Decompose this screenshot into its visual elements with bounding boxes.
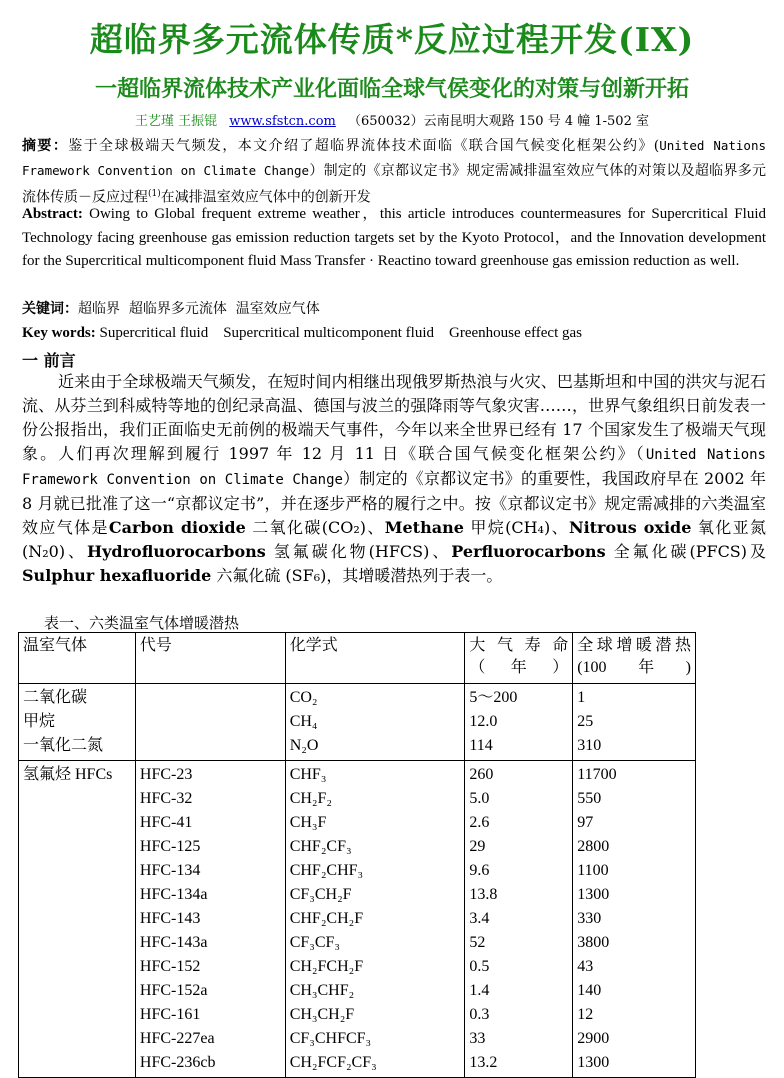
- table-cell-code: HFC-152: [139, 958, 201, 975]
- table-cell-code: HFC-152a: [139, 982, 208, 999]
- gwp-table: [18, 632, 696, 1078]
- table-cell-gwp: 43: [577, 958, 594, 975]
- table-cell-formula: CH₄: [289, 713, 318, 730]
- header-gwp: 全球增暖潜热(100年): [573, 633, 696, 684]
- abstract-cn-label: 摘要：: [22, 138, 69, 154]
- table-cell-formula: CH₃CH₂F: [289, 1006, 355, 1023]
- table-cell-lifetime: 260: [469, 766, 494, 783]
- table-cell-gwp: 25: [577, 713, 594, 730]
- keywords-cn-text: 超临界 超临界多元流体 温室效应气体: [78, 301, 320, 317]
- gas-ch4-en: Methane: [384, 518, 464, 537]
- gas-pfcs-en: Perfluorocarbons: [451, 542, 606, 561]
- table-cell-gwp: 1100: [577, 862, 609, 879]
- intro-paragraph: [22, 370, 766, 588]
- table-cell-formula: CHF₃: [289, 766, 327, 783]
- table-cell-lifetime: 2.6: [469, 814, 490, 831]
- table-cell-gwp: 310: [577, 737, 602, 754]
- table-cell-lifetime: 13.2: [469, 1054, 498, 1071]
- gas-pfcs-cn: 全氟化碳(PFCS)及: [613, 542, 766, 561]
- table-cell-lifetime: 29: [469, 838, 486, 855]
- table-cell-gwp: 330: [577, 910, 602, 927]
- table-cell-code: HFC-41: [139, 814, 193, 831]
- keywords-cn: [22, 298, 766, 322]
- intro-text: 近来由于全球极端天气频发，在短时间内相继出现俄罗斯热浪与火灾、巴基斯坦和中国的洪灾与泥石流、从芬兰到科威特等地的创纪录高温、德国与波兰的强降雨等气象灾害……，世界气象组织日前发表一份公报指出，我们正面临史无前例的极端天气事件，今年以来全世界已经有 17 个国家发生了极端天气现象。人们再次理解到履行 1997 年 12 月 11 日《联合国气候变化框架公约》（: [22, 372, 766, 463]
- table-caption: 表一、六类温室气体增暖潜热: [44, 614, 240, 632]
- table-cell-code: HFC-125: [139, 838, 201, 855]
- abstract-cn-text-2: ）制定的《京都议定书》规定需减排温室效应气体的对策以及超临界多元流体传质－反应过程: [22, 162, 766, 206]
- keywords-en-label: Key words:: [22, 325, 96, 341]
- table-cell-lifetime: 3.4: [469, 910, 490, 927]
- table-cell-formula: CF₃CF₃: [289, 934, 340, 951]
- table-cell-gwp: 1300: [577, 1054, 610, 1071]
- table-cell-lifetime: 1.4: [469, 982, 490, 999]
- table-cell-formula: CHF₂CHF₃: [289, 862, 364, 879]
- author-names: 王艺瑾 王振锟: [135, 114, 218, 129]
- table-cell-formula: CO₂: [289, 689, 318, 706]
- table-cell-gwp: 12: [577, 1006, 594, 1023]
- table-cell-formula: CHF₂CF₃: [289, 838, 352, 855]
- table-cell-lifetime: 33: [469, 1030, 486, 1047]
- table-cell-lifetime: 52: [469, 934, 486, 951]
- table-cell-gwp: 3800: [577, 934, 610, 951]
- table-cell-gwp: 140: [577, 982, 602, 999]
- header-lifetime: 大气寿命（年）: [465, 633, 573, 684]
- abstract-en-label: Abstract:: [22, 206, 83, 222]
- table-cell-lifetime: 12.0: [469, 713, 498, 730]
- table-cell-code: HFC-134a: [139, 886, 208, 903]
- header-code: 代号: [135, 633, 285, 684]
- gas-co2-en: Carbon dioxide: [108, 518, 246, 537]
- abstract-cn-text: 鉴于全球极端天气频发，本文介绍了超临界流体技术面临《联合国气候变化框架公约》(: [68, 138, 660, 154]
- table-group-main-gases: [19, 684, 696, 761]
- table-cell-gwp: 97: [577, 814, 594, 831]
- section-heading: 一 前言: [22, 351, 76, 370]
- table-cell-code: HFC-227ea: [139, 1030, 215, 1047]
- keywords-en: [22, 322, 766, 346]
- gas-hfcs-cn: 氢氟碳化物(HFCS)、: [273, 542, 452, 561]
- table-cell-formula: N₂O: [289, 737, 319, 754]
- table-cell-gas: 甲烷: [23, 713, 56, 730]
- paper-title: 超临界多元流体传质*反应过程开发(IX): [89, 20, 695, 59]
- table-cell-code: HFC-143a: [139, 934, 208, 951]
- table-cell-formula: CF₃CH₂F: [289, 886, 352, 903]
- table-cell-lifetime: 5～200: [469, 689, 518, 706]
- gas-n2o-en: Nitrous oxide: [568, 518, 692, 537]
- table-cell-formula: CH₃CHF₂: [289, 982, 355, 999]
- table-cell-gwp: 2800: [577, 838, 610, 855]
- table-cell-code: HFC-32: [139, 790, 193, 807]
- abstract-cn-en: United Nations Framework Convention on Climate Change: [22, 138, 767, 178]
- table-cell-gwp: 2900: [577, 1030, 610, 1047]
- paper-subtitle: 一超临界流体技术产业化面临全球气侯变化的对策与创新开拓: [94, 76, 689, 102]
- gas-n2o-cn: 氧化亚氮(N₂0)、: [22, 518, 767, 561]
- gas-sf6-en: Sulphur hexafluoride: [22, 566, 212, 585]
- table-group-hfcs: [19, 761, 696, 1078]
- abstract-cn-ref: (1): [148, 189, 161, 199]
- table-cell-gwp: 1: [577, 689, 586, 706]
- table-cell-gas: 二氧化碳: [23, 689, 88, 706]
- table-cell-code: HFC-134: [139, 862, 201, 879]
- abstract-en-text: Owing to Global frequent extreme weather，this article introduces countermeasures for Supercritical Fluid Technology facing greenhouse gas emission reduction targets set by the Kyoto Protocol，and the Innovation development for the Supercritical multicomponent fluid Mass Transfer · Reactino toward greenhouse gas emission reduction as well.: [22, 206, 766, 269]
- gas-hfcs-en: Hydrofluorocarbons: [87, 542, 266, 561]
- table-cell-lifetime: 9.6: [469, 862, 490, 879]
- table-cell-gwp: 550: [577, 790, 602, 807]
- table-header-row: [19, 633, 696, 684]
- table-cell-code: HFC-161: [139, 1006, 201, 1023]
- gas-ch4-cn: 甲烷(CH₄)、: [470, 518, 569, 537]
- gas-sf6-cn: 六氟化硫 (SF₆)，其增暖潜热列于表一。: [216, 566, 503, 585]
- abstract-cn-text-3: 在减排温室效应气体中的创新开发: [160, 189, 371, 206]
- table-cell-gas: 一氧化二氮: [23, 737, 104, 754]
- keywords-cn-label: 关键词：: [22, 301, 78, 317]
- intro-en-text: United Nations Framework Convention on Climate Change: [22, 447, 766, 488]
- table-cell-code: HFC-143: [139, 910, 201, 927]
- intro-text-2: ）制定的《京都议定书》的重要性，我国政府早在 2002 年 8 月就已批准了这一“京都议定书”，并在逐步严格的履行之中。按《京都议定书》规定需减排的六类温室效应气体是: [22, 469, 766, 537]
- author-line: [0, 110, 784, 129]
- table-cell-lifetime: 0.5: [469, 958, 490, 975]
- table-cell-lifetime: 114: [469, 737, 493, 754]
- abstract-en: [22, 203, 766, 274]
- abstract-cn: [22, 134, 766, 210]
- group-hfcs-name: 氢氟烃 HFCs: [23, 766, 113, 783]
- table-cell-code: HFC-23: [139, 766, 193, 783]
- author-address: （650032）云南昆明大观路 150 号 4 幢 1-502 室: [348, 114, 649, 129]
- table-cell-formula: CH₂FCH₂F: [289, 958, 364, 975]
- table-cell-code: HFC-236cb: [139, 1054, 216, 1071]
- table-cell-lifetime: 0.3: [469, 1006, 490, 1023]
- header-gas: 温室气体: [19, 633, 136, 684]
- table-cell-formula: CF₃CHFCF₃: [289, 1030, 372, 1047]
- gas-co2-cn: 二氧化碳(CO₂)、: [252, 518, 385, 537]
- header-formula: 化学式: [285, 633, 465, 684]
- table-cell-gwp: 11700: [577, 766, 617, 783]
- table-cell-lifetime: 13.8: [469, 886, 498, 903]
- table-cell-formula: CHF₂CH₂F: [289, 910, 364, 927]
- table-cell-formula: CH₃F: [289, 814, 327, 831]
- table-cell-formula: CH₂FCF₂CF₃: [289, 1054, 377, 1071]
- table-cell-lifetime: 5.0: [469, 790, 490, 807]
- website-link[interactable]: www.sfstcn.com: [229, 114, 336, 129]
- table-cell-formula: CH₂F₂: [289, 790, 332, 807]
- keywords-en-text: Supercritical fluid Supercritical multicomponent fluid Greenhouse effect gas: [99, 325, 582, 341]
- table-cell-gwp: 1300: [577, 886, 610, 903]
